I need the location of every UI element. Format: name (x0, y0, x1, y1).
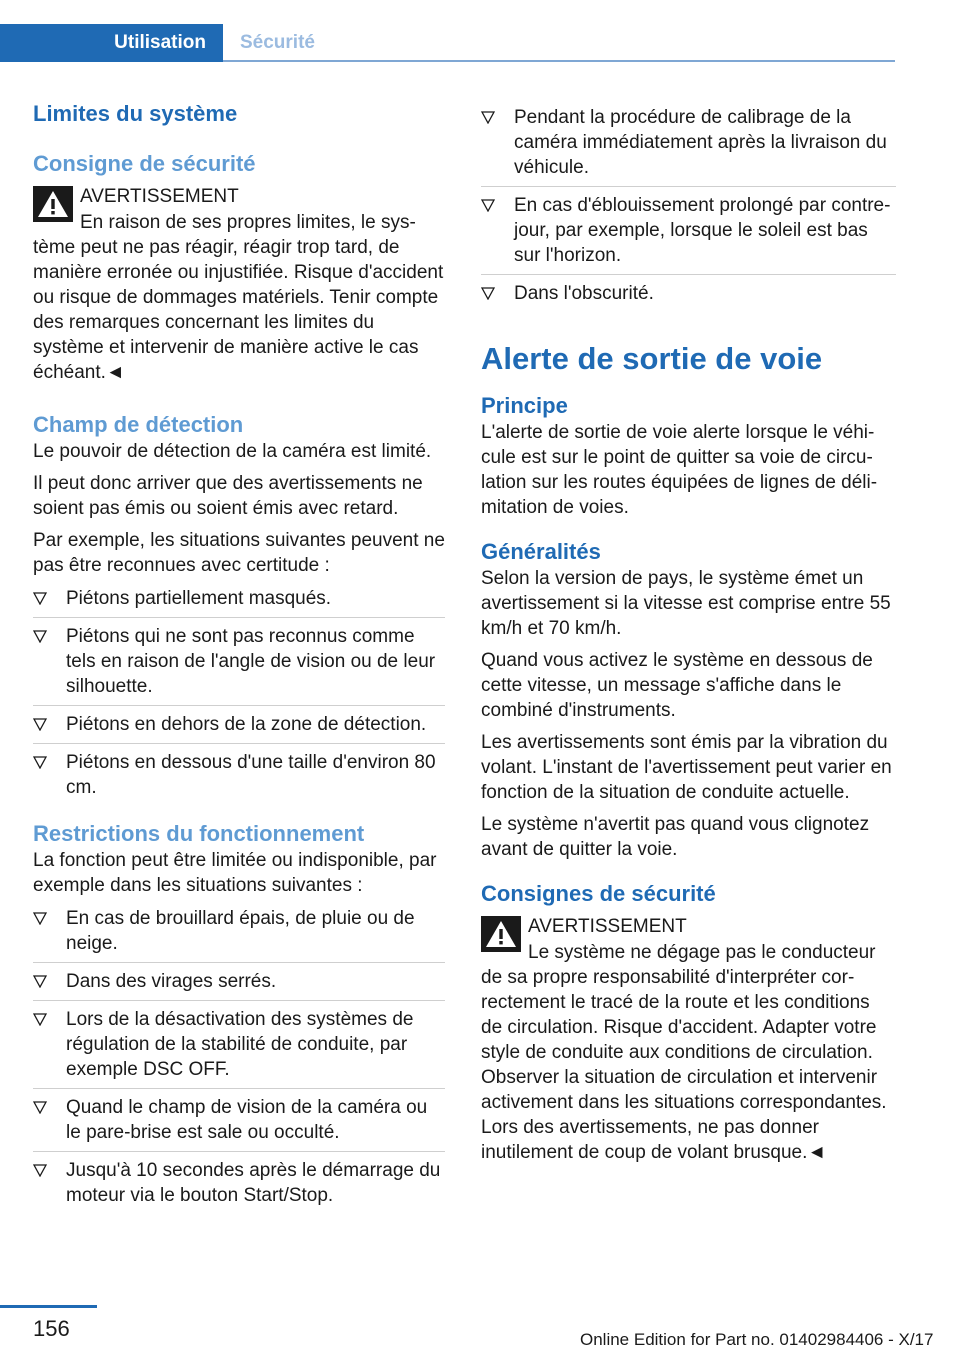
triangle-bullet-icon (481, 287, 495, 300)
footer-rule (0, 1305, 97, 1308)
warning-text: Le système ne dégage pas le conducteur de sa propre responsabilité d'interpréter correctement le tracé de la route et les conditions de circulation. Risque d'accident. Adapter votre style de conduite aux conditions de circulation. Observer la situation de circulation et intervenir activement dans les situations correspondantes. Lors des avertissements, ne pas donner inutilement de coup de volant brusque.◄ (481, 942, 887, 1163)
list-item (33, 750, 445, 806)
paragraph: Le système n'avertit pas quand vous clignotez avant de quitter la voie. (481, 814, 870, 860)
edition-note: Online Edition for Part no. 01402984406 - X/17 (580, 1330, 934, 1349)
header-tabs (0, 24, 895, 62)
list-item-text: En cas d'éblouissement prolongé par contre-jour, par exemple, lorsque le soleil est bas sur l'horizon. (514, 195, 891, 266)
warning-icon (481, 916, 521, 952)
header-rule (223, 60, 895, 62)
list-item-text: Piétons en dehors de la zone de détection. (66, 714, 427, 735)
heading-general: Généralités (481, 539, 601, 564)
heading-system-limits: Limites du système (33, 101, 238, 126)
list-item-text: Quand le champ de vision de la caméra ou le pare-brise est sale ou occulté. (66, 1097, 428, 1143)
list-item-text: Pendant la procédure de calibrage de la caméra immédiatement après la livraison du véhicule. (514, 107, 887, 178)
list-item-text: Dans l'obscurité. (514, 283, 654, 304)
triangle-bullet-icon (481, 111, 495, 124)
list-item (33, 906, 445, 963)
list-item (481, 105, 896, 187)
list-item (481, 193, 896, 275)
triangle-bullet-icon (33, 1164, 47, 1177)
warning-title: AVERTISSEMENT (528, 916, 687, 937)
heading-principle: Principe (481, 393, 568, 418)
paragraph: Il peut donc arriver que des avertissements ne soient pas émis ou soient émis avec retard. (33, 473, 423, 519)
triangle-bullet-icon (33, 1013, 47, 1026)
heading-lane-departure-warning: Alerte de sortie de voie (481, 341, 823, 376)
restrictions-list (33, 906, 445, 1214)
list-item (33, 624, 445, 706)
paragraph: L'alerte de sortie de voie alerte lorsque le véhicule est sur le point de quitter sa voie de circulation sur les routes équipées de lignes de délimitation de voies. (481, 422, 878, 518)
tab-utilisation[interactable]: Utilisation (0, 24, 223, 62)
triangle-bullet-icon (33, 975, 47, 988)
list-item (481, 281, 896, 312)
warning-block (481, 914, 896, 1165)
paragraph: Quand vous activez le système en dessous de cette vitesse, un message s'affiche dans le combiné d'instruments. (481, 650, 873, 721)
list-item-text: Jusqu'à 10 secondes après le démarrage du moteur via le bouton Start/Stop. (66, 1160, 441, 1206)
triangle-bullet-icon (33, 630, 47, 643)
warning-title: AVERTISSEMENT (80, 186, 239, 207)
paragraph: Le pouvoir de détection de la caméra est limité. (33, 441, 432, 462)
heading-safety-note: Consigne de sécurité (33, 151, 256, 176)
heading-function-restrictions: Restrictions du fonctionnement (33, 821, 365, 846)
warning-block (33, 184, 445, 385)
triangle-bullet-icon (33, 912, 47, 925)
list-item (33, 969, 445, 1001)
left-column (33, 100, 445, 1220)
triangle-bullet-icon (33, 756, 47, 769)
list-item-text: Piétons partiellement masqués. (66, 588, 332, 609)
triangle-bullet-icon (33, 718, 47, 731)
heading-safety-notes: Consignes de sécurité (481, 881, 716, 906)
list-item-text: Lors de la désactivation des systèmes de régulation de la stabilité de conduite, par exemple DSC OFF. (66, 1009, 414, 1080)
list-item-text: En cas de brouillard épais, de pluie ou de neige. (66, 908, 415, 954)
right-column (481, 105, 896, 1165)
paragraph: La fonction peut être limitée ou indisponible, par exemple dans les situations suivantes : (33, 850, 437, 896)
heading-detection-field: Champ de détection (33, 412, 244, 437)
list-item-text: Piétons qui ne sont pas reconnus comme tels en raison de l'angle de vision ou de leur silhouette. (66, 626, 436, 697)
triangle-bullet-icon (33, 592, 47, 605)
page-number: 156 (33, 1316, 70, 1341)
continued-list (481, 105, 896, 312)
list-item-text: Dans des virages serrés. (66, 971, 277, 992)
list-item-text: Piétons en dessous d'une taille d'environ 80 cm. (66, 752, 436, 798)
list-item (33, 1158, 445, 1214)
warning-icon (33, 186, 73, 222)
list-item (33, 586, 445, 618)
paragraph: Par exemple, les situations suivantes peuvent ne pas être reconnues avec certitude : (33, 530, 445, 576)
list-item (33, 1095, 445, 1152)
tab-securite[interactable]: Sécurité (240, 32, 315, 53)
triangle-bullet-icon (33, 1101, 47, 1114)
detection-limits-list (33, 586, 445, 806)
triangle-bullet-icon (481, 199, 495, 212)
warning-text: En raison de ses propres limites, le système peut ne pas réagir, réagir trop tard, de manière erronée ou injustifiée. Risque d'accident ou risque de dommages matériels. Tenir compte des remarques concernant les limites du système et intervenir de manière active le cas échéant.◄ (33, 212, 444, 383)
list-item (33, 712, 445, 744)
list-item (33, 1007, 445, 1089)
paragraph: Selon la version de pays, le système émet un avertissement si la vitesse est comprise entre 55 km/h et 70 km/h. (481, 568, 891, 639)
paragraph: Les avertissements sont émis par la vibration du volant. L'instant de l'avertissement peut varier en fonction de la situation de conduite actuelle. (481, 732, 892, 803)
